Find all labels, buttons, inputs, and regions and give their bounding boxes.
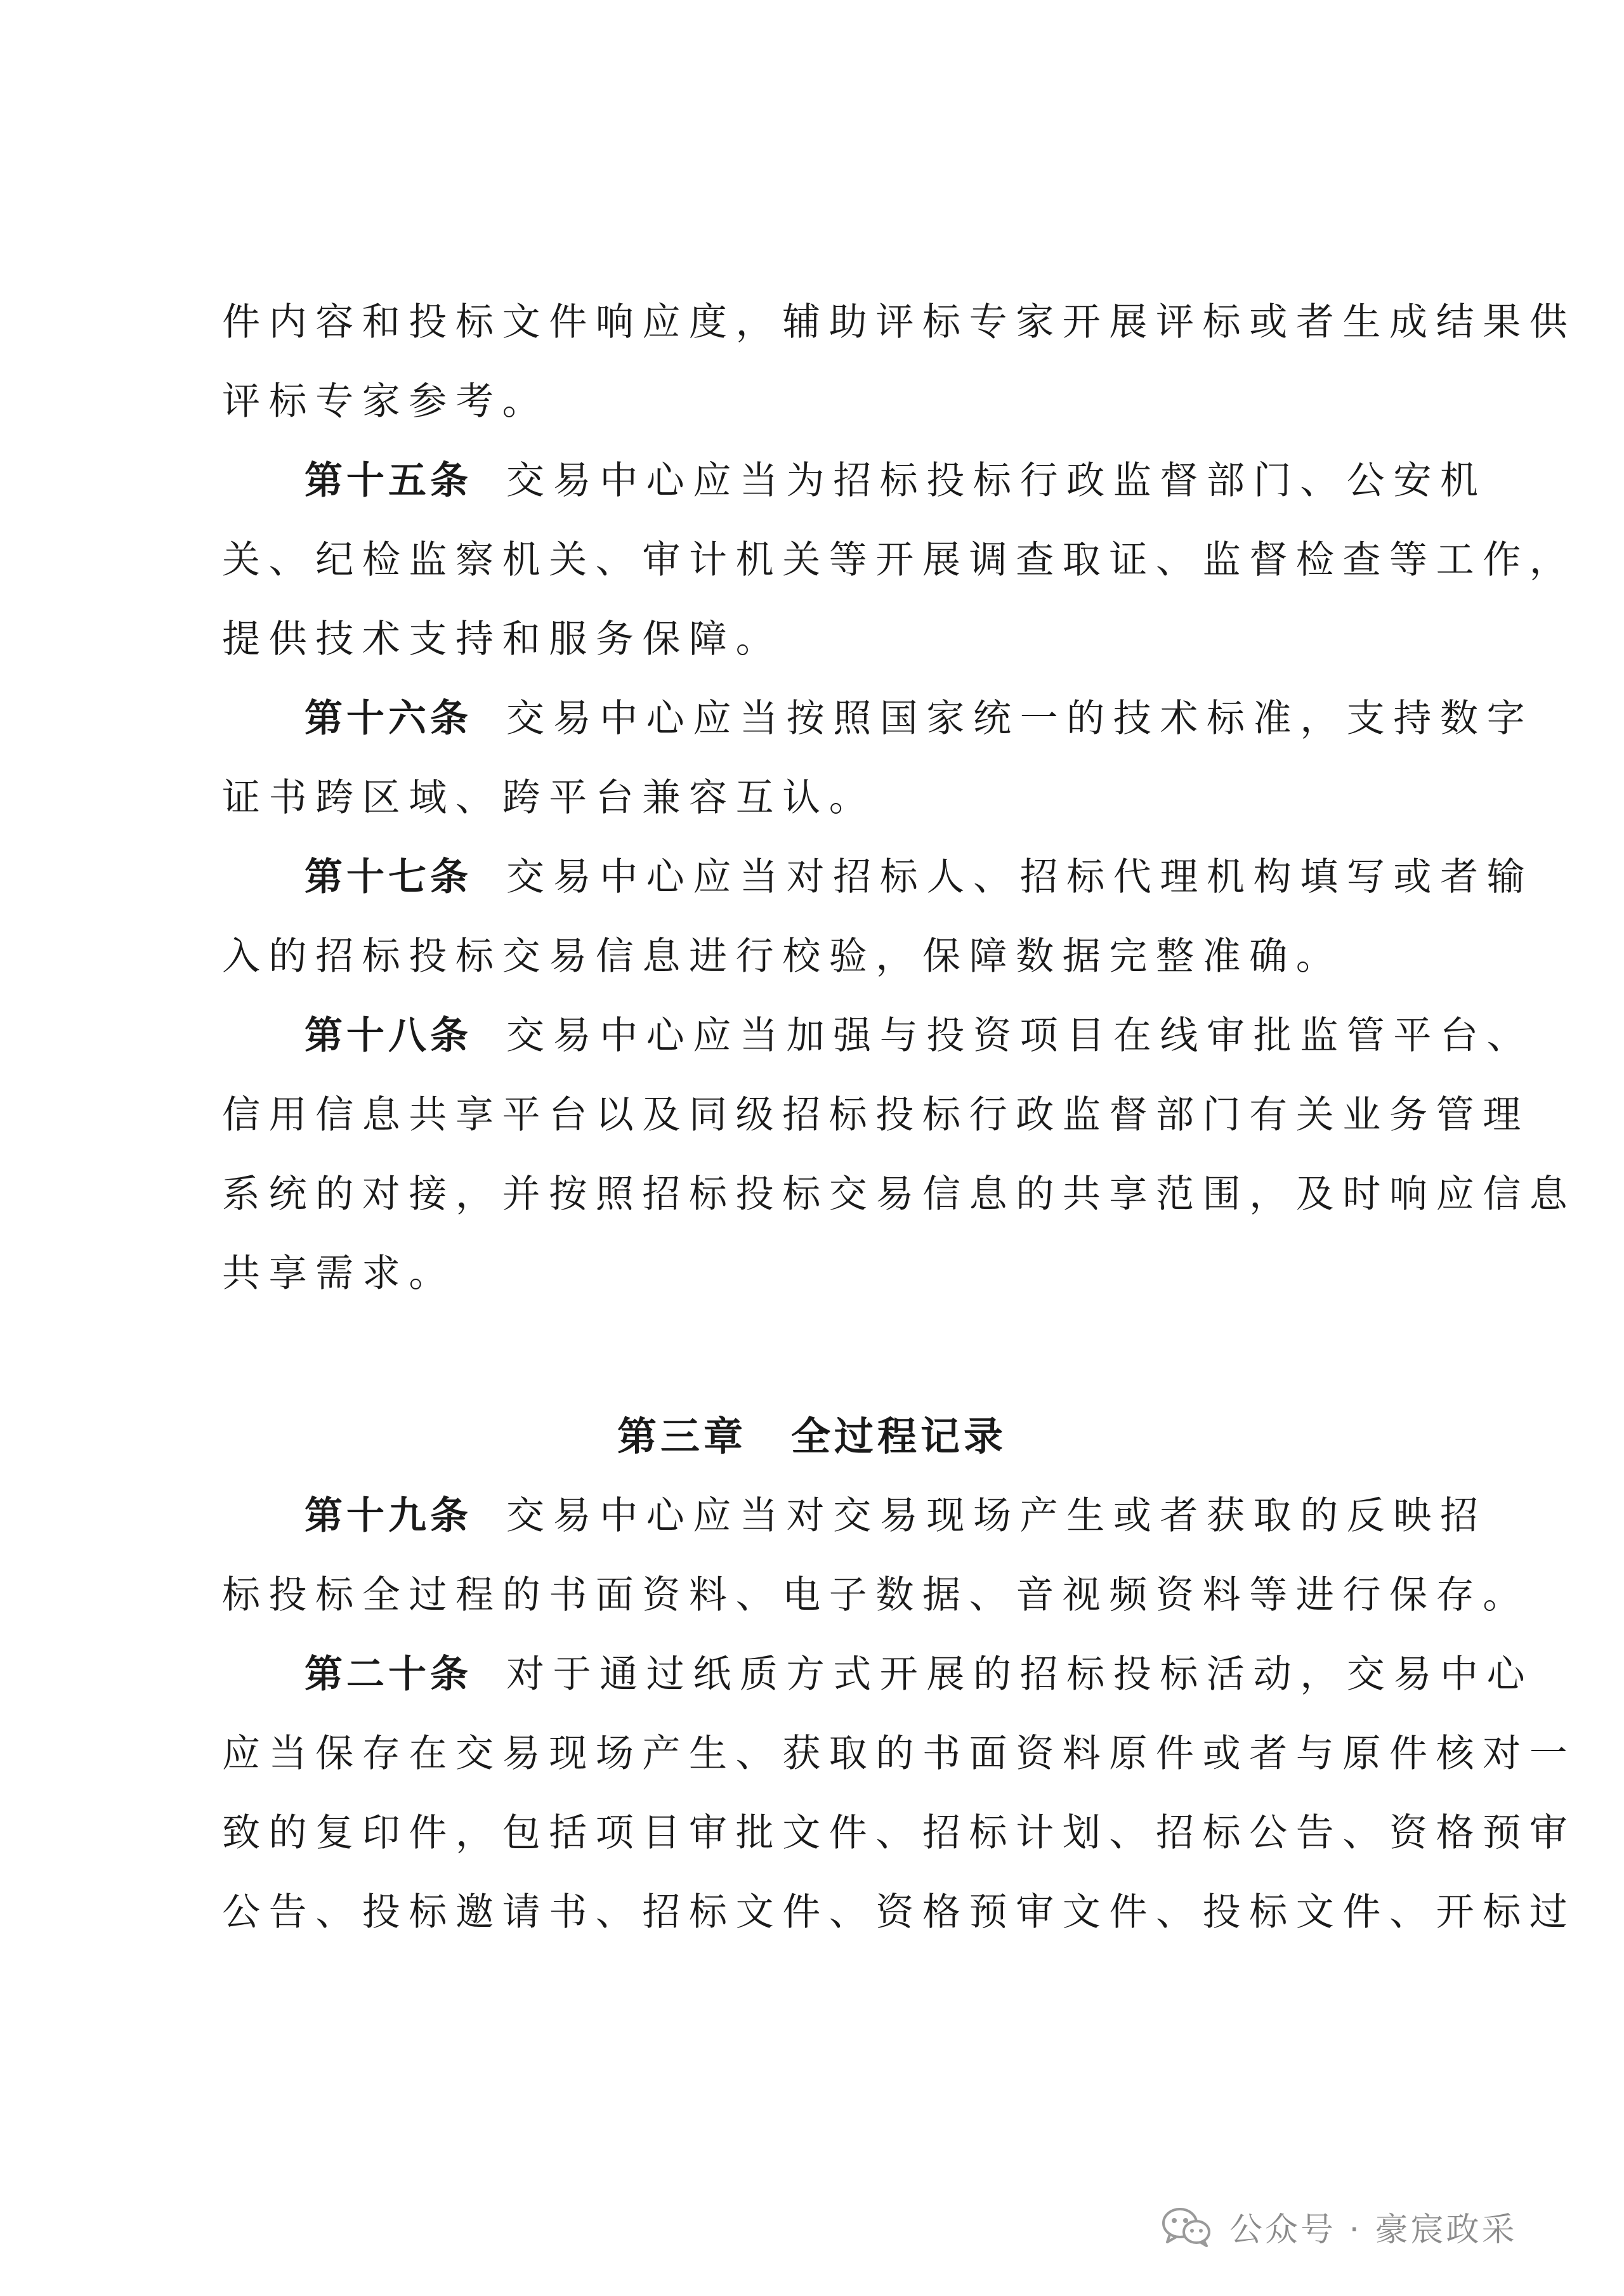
article-17-line [304,852,1534,903]
text-line: 信用信息共享平台以及同级招标投标行政监督部门有关业务管理 [222,1093,1529,1137]
article-label: 第十九条 [304,1494,472,1538]
text-line: 交易中心应当对交易现场产生或者获取的反映招 [506,1494,1487,1538]
text-line: 共享需求。 [222,1251,455,1296]
article-label: 第十八条 [304,1014,472,1058]
text-line: 关、纪检监察机关、审计机关等开展调查取证、监督检查等工作， [222,538,1576,582]
article-18-line [304,1010,1534,1061]
article-15-line [304,455,1487,506]
text-line: 交易中心应当加强与投资项目在线审批监管平台、 [506,1014,1534,1058]
text-line: 交易中心应当按照国家统一的技术标准，支持数字 [506,696,1534,741]
text-line: 公告、投标邀请书、招标文件、资格预审文件、投标文件、开标过 [222,1890,1576,1934]
article-20-line [304,1649,1534,1700]
article-label: 第二十条 [304,1652,472,1697]
watermark [1161,2201,1517,2252]
watermark-text: 公众号 · 豪宸政采 [1229,2210,1517,2249]
text-line: 证书跨区域、跨平台兼容互认。 [222,776,876,820]
text-line: 标投标全过程的书面资料、电子数据、音视频资料等进行保存。 [222,1573,1529,1617]
article-label: 第十六条 [304,696,472,741]
text-line: 系统的对接，并按照招标投标交易信息的共享范围，及时响应信息 [222,1172,1576,1216]
text-line: 交易中心应当对招标人、招标代理机构填写或者输 [506,855,1534,899]
article-label: 第十七条 [304,855,472,899]
article-16-line [304,693,1534,744]
text-line: 评标专家参考。 [222,379,549,424]
chapter-title: 全过程记录 [791,1413,1007,1459]
article-label: 第十五条 [304,459,472,503]
text-line: 致的复印件，包括项目审批文件、招标计划、招标公告、资格预审 [222,1811,1576,1855]
article-19-line [304,1490,1487,1541]
text-line: 件内容和投标文件响应度，辅助评标专家开展评标或者生成结果供 [222,300,1576,344]
chapter-heading [0,1411,1624,1462]
text-line: 对于通过纸质方式开展的招标投标活动，交易中心 [506,1652,1534,1697]
chapter-number: 第三章 [617,1413,747,1459]
wechat-icon [1161,2205,1212,2247]
text-line: 应当保存在交易现场产生、获取的书面资料原件或者与原件核对一 [222,1732,1576,1776]
text-line: 提供技术支持和服务保障。 [222,617,783,662]
text-line: 入的招标投标交易信息进行校验，保障数据完整准确。 [222,934,1343,979]
text-line: 交易中心应当为招标投标行政监督部门、公安机 [506,459,1487,503]
